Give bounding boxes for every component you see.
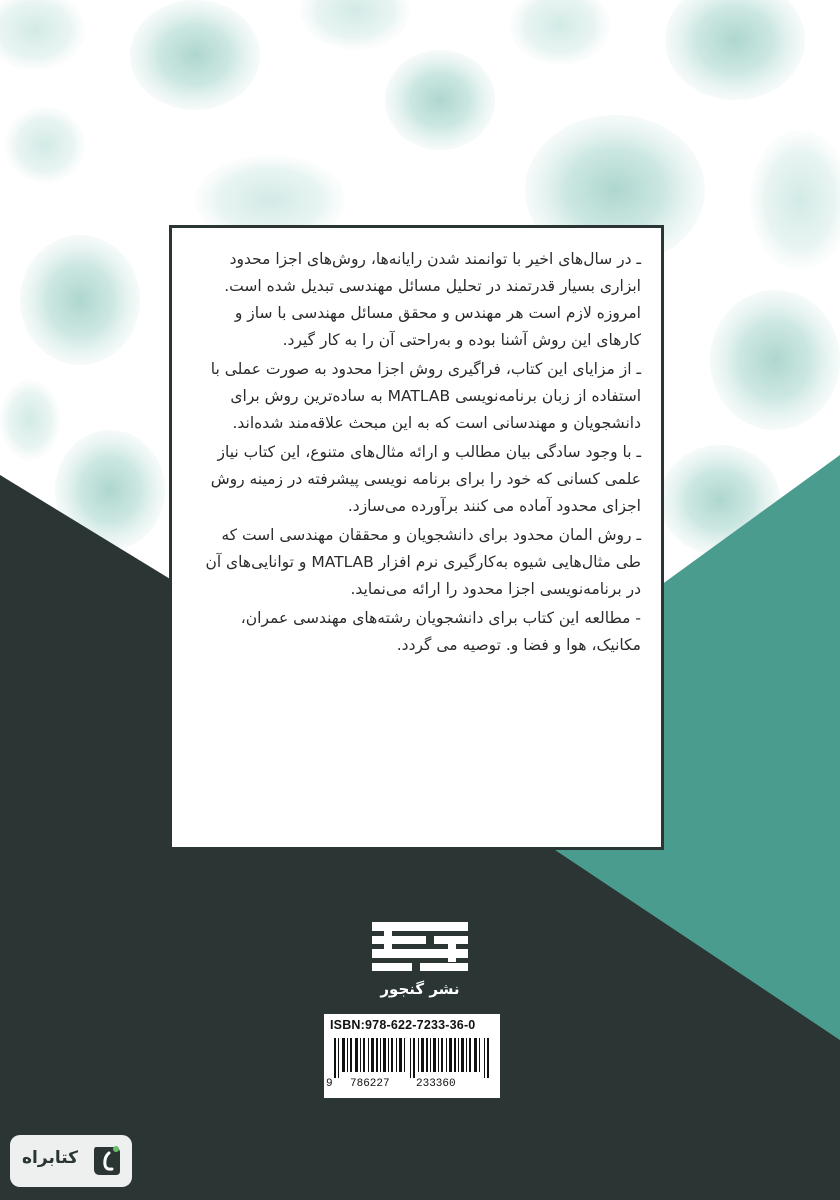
description-paragraph: - مطالعه این کتاب برای دانشجویان رشته‌های مهندسی عمران، مکانیک، هوا و فضا و. توصیه می گردد.: [240, 609, 641, 654]
description-paragraph: ـ از مزایای این کتاب، فراگیری روش اجزا محدود به صورت عملی با استفاده از زبان برنامه‌نویسی MATLAB به ساده‌ترین روش برای دانشجویان و مهندسانی است که به این مبحث علاقه‌مند شده‌اند.: [210, 360, 641, 432]
description-paragraph: ـ روش المان محدود برای دانشجویان و محققان مهندسی است که طی مثال‌هایی شیوه به‌کارگیری نرم افزار MATLAB و توانایی‌های آن در برنامه‌نویسی اجزا محدود را ارائه می‌نماید.: [205, 526, 641, 598]
barcode-digits-group: 786227: [350, 1078, 390, 1090]
ketabrah-logo-icon: [92, 1145, 122, 1177]
isbn-number: ISBN:978-622-7233-36-0: [330, 1018, 476, 1032]
description-paragraph: ـ در سال‌های اخیر با توانمند شدن رایانه‌ها، روش‌های اجزا محدود ابزاری بسیار قدرتمند در تحلیل مسائل مهندسی تبدیل شده است. امروزه لازم است هر مهندس و محقق مسائل مهندسی با ساز و کارهای این روش آشنا بوده و به‌راحتی آن را به کار گیرد.: [224, 250, 641, 349]
store-badge[interactable]: [10, 1135, 132, 1187]
isbn-barcode: [324, 1014, 500, 1098]
store-badge-label: کتابراه: [22, 1148, 79, 1168]
description-box: [169, 225, 664, 850]
barcode-digits-group: 233360: [416, 1078, 456, 1090]
barcode-digits-group: 9: [326, 1078, 333, 1090]
barcode-bars: [334, 1038, 490, 1078]
publisher-name: نشر گنجور: [380, 980, 460, 998]
description-paragraph: ـ با وجود سادگی بیان مطالب و ارائه مثال‌های متنوع، این کتاب نیاز علمی کسانی که خود را برای برنامه نویسی پیشرفته در زمینه روش اجزای محدود آماده می کنند برآورده می‌سازد.: [210, 443, 641, 515]
